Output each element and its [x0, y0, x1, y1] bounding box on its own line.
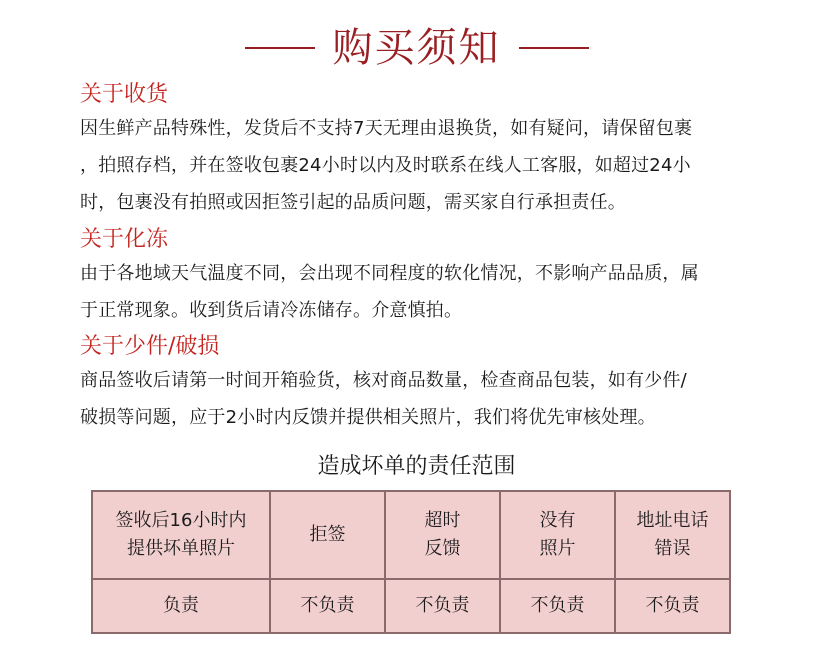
table-row	[92, 579, 730, 633]
responsibility-table	[91, 490, 731, 634]
section-title-missing-damaged: 关于少件/破损	[80, 334, 220, 359]
section-body-thawing	[80, 255, 770, 329]
section-title-thawing: 关于化冻	[80, 227, 169, 252]
table-cell: 负责	[92, 579, 270, 633]
table-header-cell: 签收后16小时内 提供坏单照片	[92, 491, 270, 579]
header-left-rule	[245, 47, 315, 49]
body-line: 商品签收后请第一时间开箱验货，核对商品数量，检查商品包装，如有少件/	[80, 370, 687, 391]
section-body-receiving	[80, 110, 770, 221]
table-header-cell: 没有 照片	[500, 491, 615, 579]
body-line: 于正常现象。收到货后请冷冻储存。介意慎拍。	[80, 300, 463, 321]
table-header-cell: 拒签	[270, 491, 385, 579]
table-cell: 不负责	[500, 579, 615, 633]
table-cell: 不负责	[615, 579, 730, 633]
table-header-row	[92, 491, 730, 579]
body-line: 由于各地域天气温度不同，会出现不同程度的软化情况，不影响产品品质，属	[80, 263, 699, 284]
table-cell: 不负责	[270, 579, 385, 633]
page-title: 购买须知	[332, 25, 501, 71]
body-line: 因生鲜产品特殊性，发货后不支持7天无理由退换货，如有疑问，请保留包裹	[80, 118, 693, 139]
table-cell: 不负责	[385, 579, 500, 633]
body-line: 破损等问题，应于2小时内反馈并提供相关照片，我们将优先审核处理。	[80, 407, 656, 428]
page-header	[0, 18, 833, 78]
body-line: 时，包裹没有拍照或因拒签引起的品质问题，需买家自行承担责任。	[80, 192, 626, 213]
body-line: ，拍照存档，并在签收包裹24小时以内及时联系在线人工客服，如超过24小	[80, 155, 691, 176]
table-header-cell: 地址电话 错误	[615, 491, 730, 579]
table-header-cell: 超时 反馈	[385, 491, 500, 579]
section-title-receiving: 关于收货	[80, 82, 169, 107]
table-title: 造成坏单的责任范围	[317, 454, 516, 479]
section-body-missing-damaged	[80, 362, 770, 436]
header-right-rule	[519, 47, 589, 49]
